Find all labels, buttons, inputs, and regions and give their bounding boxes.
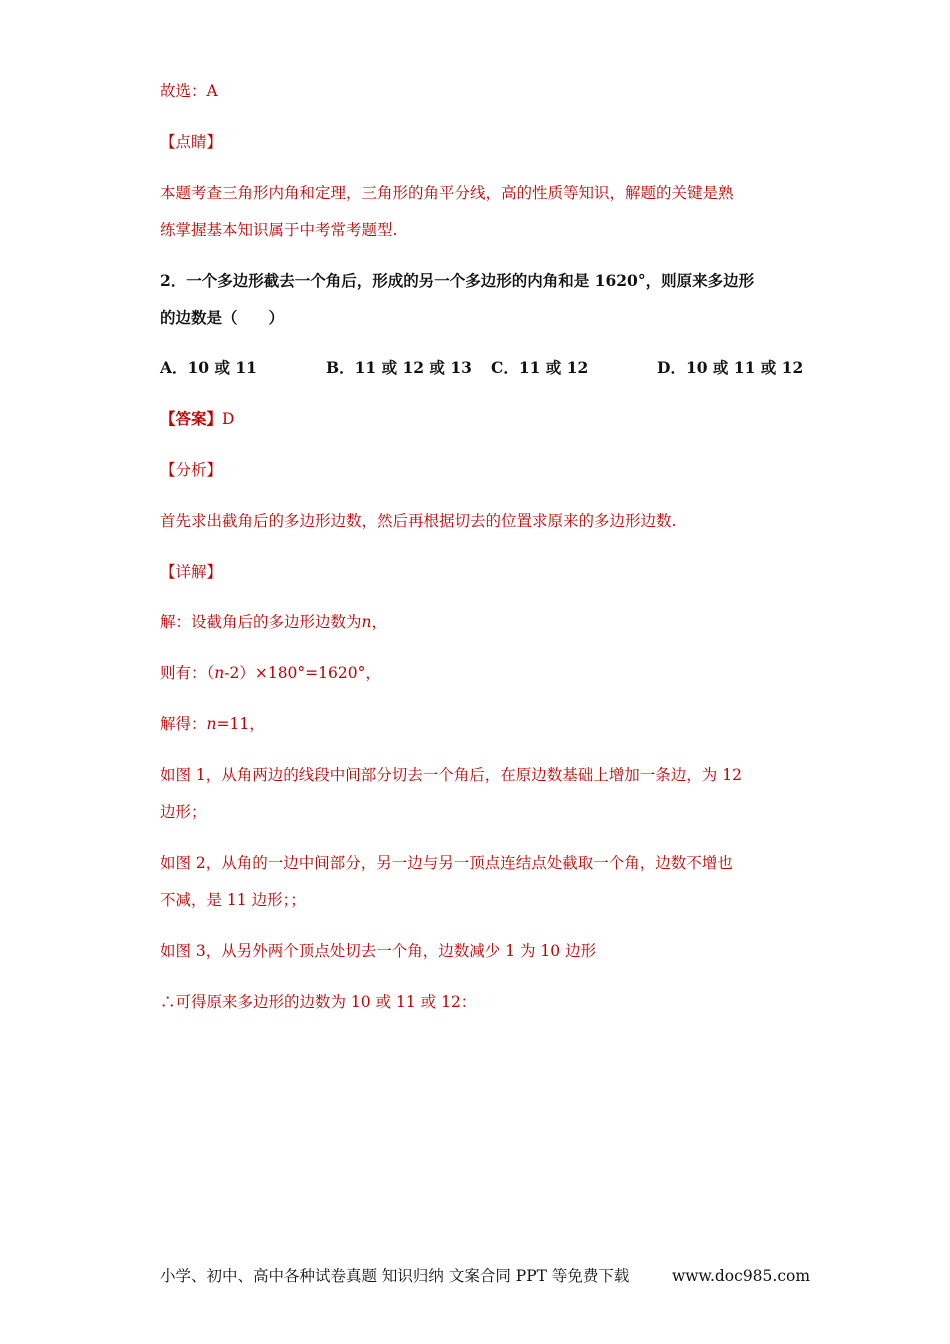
option-b: B．11 或 12 或 13 xyxy=(326,358,472,377)
figure-3-line: 如图 3，从另外两个顶点处切去一个角，边数减少 1 为 10 边形 xyxy=(160,942,597,960)
variable-n: n xyxy=(361,613,372,631)
xiangjie-heading: 【详解】 xyxy=(160,563,223,581)
dianjing-heading: 【点睛】 xyxy=(160,133,223,151)
fenxi-text: 首先求出截角后的多边形边数，然后再根据切去的位置求原来的多边形边数. xyxy=(160,512,677,530)
solution-line-1 xyxy=(160,611,387,633)
figure-2-line-1: 如图 2，从角的一边中间部分，另一边与另一顶点连结点处截取一个角，边数不增也 xyxy=(160,854,733,872)
answer-line xyxy=(160,408,234,430)
question-2-line-2: 的边数是（ ） xyxy=(160,308,285,327)
solution-line-1-suffix: ， xyxy=(371,613,388,631)
solution-line-3 xyxy=(160,713,265,735)
option-c: C．11 或 12 xyxy=(491,358,589,377)
answer-heading: 【答案】 xyxy=(160,409,223,428)
fenxi-heading: 【分析】 xyxy=(160,461,223,479)
variable-n: n xyxy=(214,664,225,682)
question-2-line-1: 2．一个多边形截去一个角后，形成的另一个多边形的内角和是 1620°，则原来多边形 xyxy=(160,271,755,290)
figure-2-line-2: 不减，是 11 边形；； xyxy=(160,891,306,909)
solution-line-2 xyxy=(160,662,381,684)
final-choice: 故选：A xyxy=(160,82,218,100)
dianjing-text-line-1: 本题考查三角形内角和定理，三角形的角平分线，高的性质等知识，解题的关键是熟 xyxy=(160,184,734,202)
footer-text: 小学、初中、高中各种试卷真题 知识归纳 文案合同 PPT 等免费下载 xyxy=(160,1267,630,1285)
variable-n: n xyxy=(206,715,217,733)
figure-1-line-1: 如图 1，从角两边的线段中间部分切去一个角后，在原边数基础上增加一条边，为 12 xyxy=(160,766,742,784)
dianjing-text-line-2: 练掌握基本知识属于中考常考题型. xyxy=(160,221,398,239)
option-a: A．10 或 11 xyxy=(160,358,257,377)
solution-line-3-text: 解得： xyxy=(160,715,207,733)
answer-value: D xyxy=(222,410,235,428)
option-d: D．10 或 11 或 12 xyxy=(657,358,804,377)
figure-1-line-2: 边形； xyxy=(160,803,207,821)
solution-line-2-suffix: -2）×180°=1620°， xyxy=(224,664,381,682)
solution-line-1-text: 解：设截角后的多边形边数为 xyxy=(160,613,362,631)
solution-line-2-text: 则有：（ xyxy=(160,664,215,682)
footer-link[interactable]: www.doc985.com xyxy=(672,1267,811,1285)
solution-line-3-suffix: =11， xyxy=(216,715,265,733)
conclusion: ∴可得原来多边形的边数为 10 或 11 或 12： xyxy=(160,993,477,1011)
